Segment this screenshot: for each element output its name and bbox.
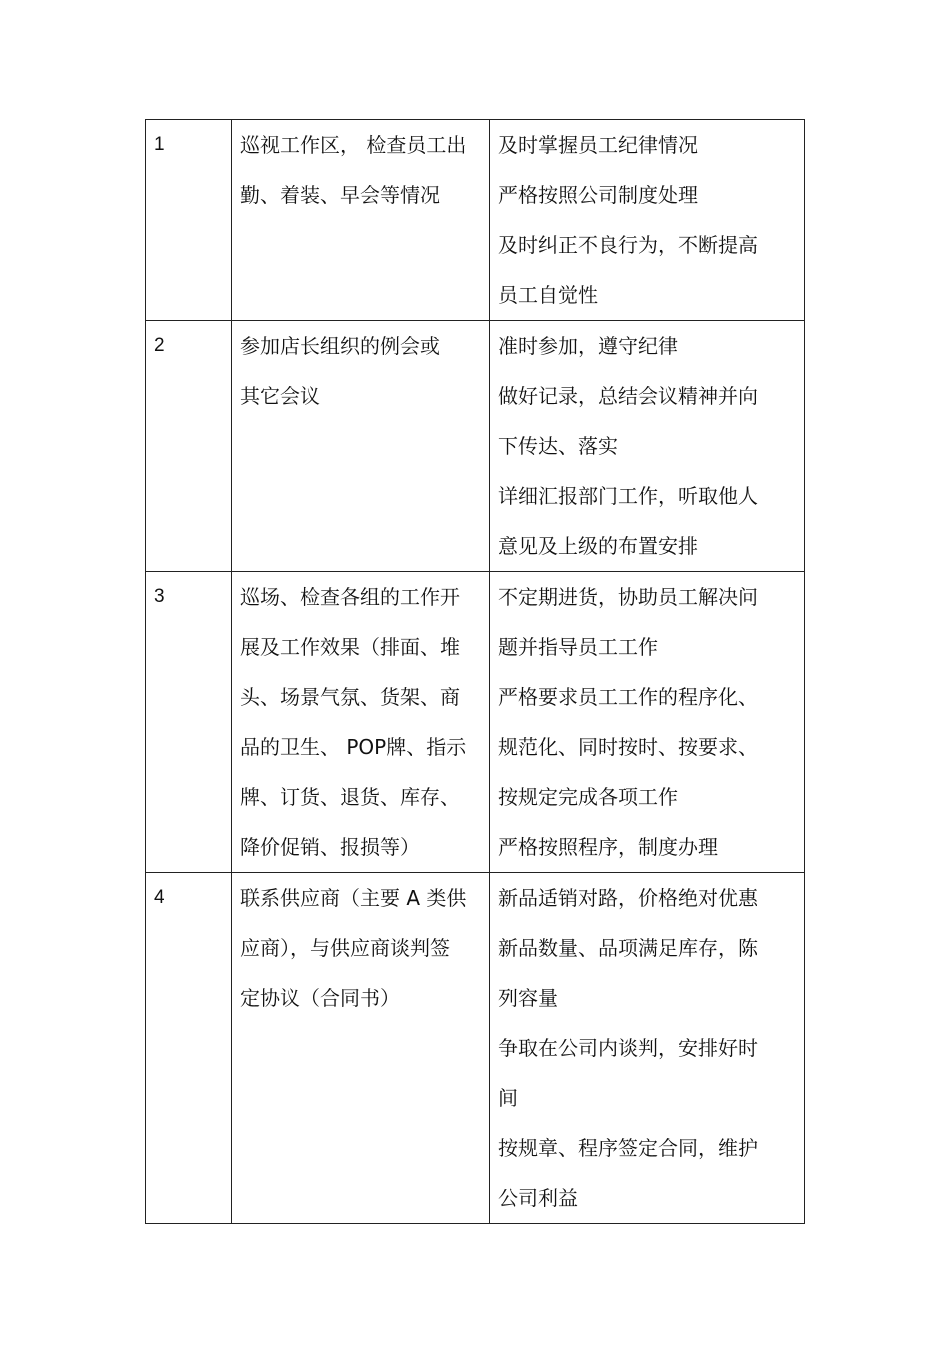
task-line: 头、场景气氛、货架、商 [240, 685, 460, 709]
requirement-line: 及时掌握员工纪律情况 [498, 133, 698, 157]
requirement-line: 公司利益 [498, 1186, 578, 1210]
requirement-line: 按规定完成各项工作 [498, 785, 678, 809]
task-cell [232, 873, 490, 1224]
task-line: 巡视工作区， 检查员工出 [240, 133, 467, 157]
requirement-cell [490, 873, 805, 1224]
requirement-line: 意见及上级的布置安排 [498, 534, 698, 558]
requirement-line: 做好记录，总结会议精神并向 [498, 384, 758, 408]
requirement-line: 规范化、同时按时、按要求、 [498, 735, 758, 759]
task-line: 品的卫生、 POP牌、指示 [240, 735, 467, 759]
task-cell [232, 120, 490, 321]
requirement-line: 详细汇报部门工作，听取他人 [498, 484, 758, 508]
requirement-line: 新品数量、品项满足库存，陈 [498, 936, 758, 960]
task-line: 巡场、检查各组的工作开 [240, 585, 460, 609]
requirement-line: 新品适销对路，价格绝对优惠 [498, 886, 758, 910]
requirement-line: 不定期进货，协助员工解决问 [498, 585, 758, 609]
requirement-line: 及时纠正不良行为，不断提高 [498, 233, 758, 257]
requirement-line: 严格按照公司制度处理 [498, 183, 698, 207]
task-line: 联系供应商（主要 A 类供 [240, 886, 467, 910]
task-line: 参加店长组织的例会或 [240, 334, 440, 358]
table-row [146, 873, 805, 1224]
row-number: 3 [146, 572, 232, 873]
requirement-line: 严格要求员工工作的程序化、 [498, 685, 758, 709]
table-row [146, 572, 805, 873]
task-cell [232, 572, 490, 873]
table-row [146, 120, 805, 321]
requirement-line: 按规章、程序签定合同，维护 [498, 1136, 758, 1160]
task-line: 应商），与供应商谈判签 [240, 936, 450, 960]
requirement-line: 准时参加，遵守纪律 [498, 334, 678, 358]
requirement-line: 下传达、落实 [498, 434, 618, 458]
requirement-line: 员工自觉性 [498, 283, 598, 307]
table-row [146, 321, 805, 572]
requirement-cell [490, 321, 805, 572]
task-line: 降价促销、报损等） [240, 835, 420, 859]
task-line: 其它会议 [240, 384, 320, 408]
requirement-line: 列容量 [498, 986, 558, 1010]
task-line: 定协议（合同书） [240, 986, 400, 1010]
requirement-cell [490, 120, 805, 321]
row-number: 1 [146, 120, 232, 321]
requirement-line: 争取在公司内谈判，安排好时 [498, 1036, 758, 1060]
requirement-line: 严格按照程序，制度办理 [498, 835, 718, 859]
task-cell [232, 321, 490, 572]
task-line: 勤、着装、早会等情况 [240, 183, 440, 207]
requirement-cell [490, 572, 805, 873]
requirement-line: 间 [498, 1086, 518, 1110]
requirement-line: 题并指导员工工作 [498, 635, 658, 659]
task-line: 牌、订货、退货、库存、 [240, 785, 460, 809]
row-number: 4 [146, 873, 232, 1224]
duty-table [145, 119, 805, 1224]
task-line: 展及工作效果（排面、堆 [240, 635, 460, 659]
row-number: 2 [146, 321, 232, 572]
